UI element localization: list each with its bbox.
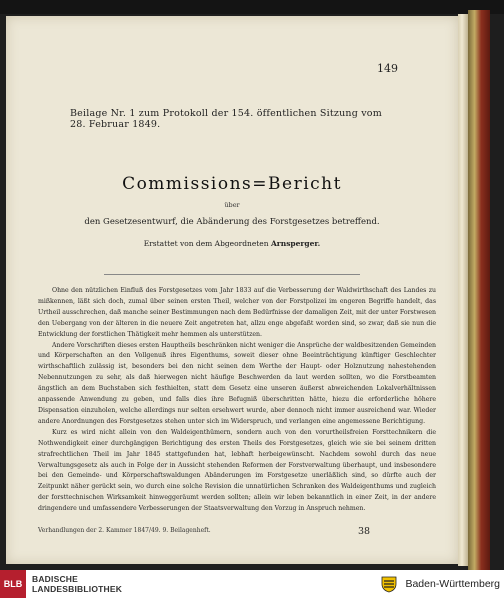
book-spine bbox=[468, 10, 490, 570]
paragraph: Ohne den nützlichen Einfluß des Forstgesetzes vom Jahr 1833 auf die Verbesserung der Waldwirthschaft des Landes zu mißkennen, läßt sich doch, zumal über seinen ersten Theil, welcher von der Forstpolizei im engeren Begriffe handelt, das Urtheil ausschrechen, daß manche seiner Bestimmungen nach dem Bedürfnisse der damaligen Zeit, mit der unter Forstwesen den Uebergang von der älteren in die neuere Zeit angetreten hat, allzu enge abgefaßt worden sind, so zwar, daß sie nun die Entwicklung der forstlichen Thätigkeit mehr hemmen als unterstützen. bbox=[38, 287, 436, 338]
bw-logo-link[interactable] bbox=[379, 575, 500, 593]
report-subject: den Gesetzesentwurf, die Abänderung des Forstgesetzes betreffend. bbox=[84, 217, 380, 227]
blb-logo-link[interactable] bbox=[0, 570, 122, 598]
report-author bbox=[6, 239, 458, 248]
footer-source: Verhandlungen der 2. Kammer 1847/49. 9. Beilagenheft. bbox=[38, 527, 211, 534]
report-title: Commissions=Bericht bbox=[122, 174, 342, 194]
document-page bbox=[6, 16, 458, 564]
blb-name-line1: BADISCHE bbox=[32, 574, 78, 584]
blb-logo-icon: BLB bbox=[0, 570, 26, 598]
binding-top bbox=[0, 0, 504, 14]
divider-rule bbox=[104, 274, 360, 275]
blb-name bbox=[32, 574, 122, 594]
author-name: Arnsperger. bbox=[270, 239, 321, 248]
paragraph: Andere Vorschriften dieses ersten Hauptheils beschränken nicht weniger die Ansprüche der waldbesitzenden Gemeinden und Körperschaften an den Vollgenuß ihres Eigenthums, soweit dieser ohne Beeinträchtigung künftiger Geschlechter wirthschaftlich zulässig ist, besonders bei den nicht seinen dem Werthe der Haupt- oder Holznutzung nahestehenden Nebennutzungen zu sehr, als daß hierwegen nicht häufige Beschwerden da laut werden sollten, wo die Forstbeamten ängstlich an dem Buchstaben sich festhielten, statt dem Gesetz eine unseren äußerst abweichenden Lokalverhältnissen anpassende Anwendung zu geben, und falls dies ihre Befugniß überschritten hätte, hiezu die erforderliche höhere Dispensation einzuholen, welche allerdings nur selten ersehwert wurde, aber dennoch nicht immer ausreichend war. Wieder andere Anordnungen des Forstgesetzes stehen unter sich im Widerspruch, und verlangen eine angemessene Berichtigung. bbox=[38, 341, 436, 425]
baden-wuerttemberg-crest-icon bbox=[379, 575, 399, 593]
bw-name: Baden-Württemberg bbox=[405, 578, 500, 590]
blb-name-line2: LANDESBIBLIOTHEK bbox=[32, 584, 123, 594]
author-prefix: Erstattet von dem Abgeordneten bbox=[143, 239, 271, 248]
footer-signature: 38 bbox=[358, 526, 371, 537]
paragraph: Kurz es wird nicht allein von den Waldeigenthümern, sondern auch von den vorurtheilsfreien Forsttechnikern die Nothwendigkeit einer durchgängigen Berichtigung des ersten Theils des Forstgesetzes, gleich wie sie bei seinem dritten strafrechtlichen Theil im Jahr 1845 stattgefunden hat, lebhaft herbeigewünscht. Nachdem sowohl durch das neue Verwaltungsgesetz als auch in Folge der in Aussicht stehenden Reformen der Forstverwaltung überhaupt, und insbesondere bei den Gemeinde- und Körperschaftswaldungen Abänderungen im Forstgesetze unerläßlich sind, so dürfte auch der Zeitpunkt näher gerückt sein, wo durch eine solche Revision die unnatürlichen Schranken des Waldeigenthums und zugleich der forsttechnischen Wirksamkeit hinweggeräumt werden sollten; allein wir leben bekanntlich in einer Zeit, in der andere dringendere und umfassendere Verbesserungen der Staatsverwaltung den Vorzug in Anspruch nehmen. bbox=[38, 428, 436, 513]
report-ueber: über bbox=[224, 201, 240, 209]
viewer-footer-bar bbox=[0, 570, 504, 598]
page-edge bbox=[458, 14, 468, 566]
page-number: 149 bbox=[377, 62, 398, 75]
supplement-heading: Beilage Nr. 1 zum Protokoll der 154. öffentlichen Sitzung vom 28. Februar 1849. bbox=[70, 108, 382, 130]
body-text bbox=[38, 286, 436, 515]
